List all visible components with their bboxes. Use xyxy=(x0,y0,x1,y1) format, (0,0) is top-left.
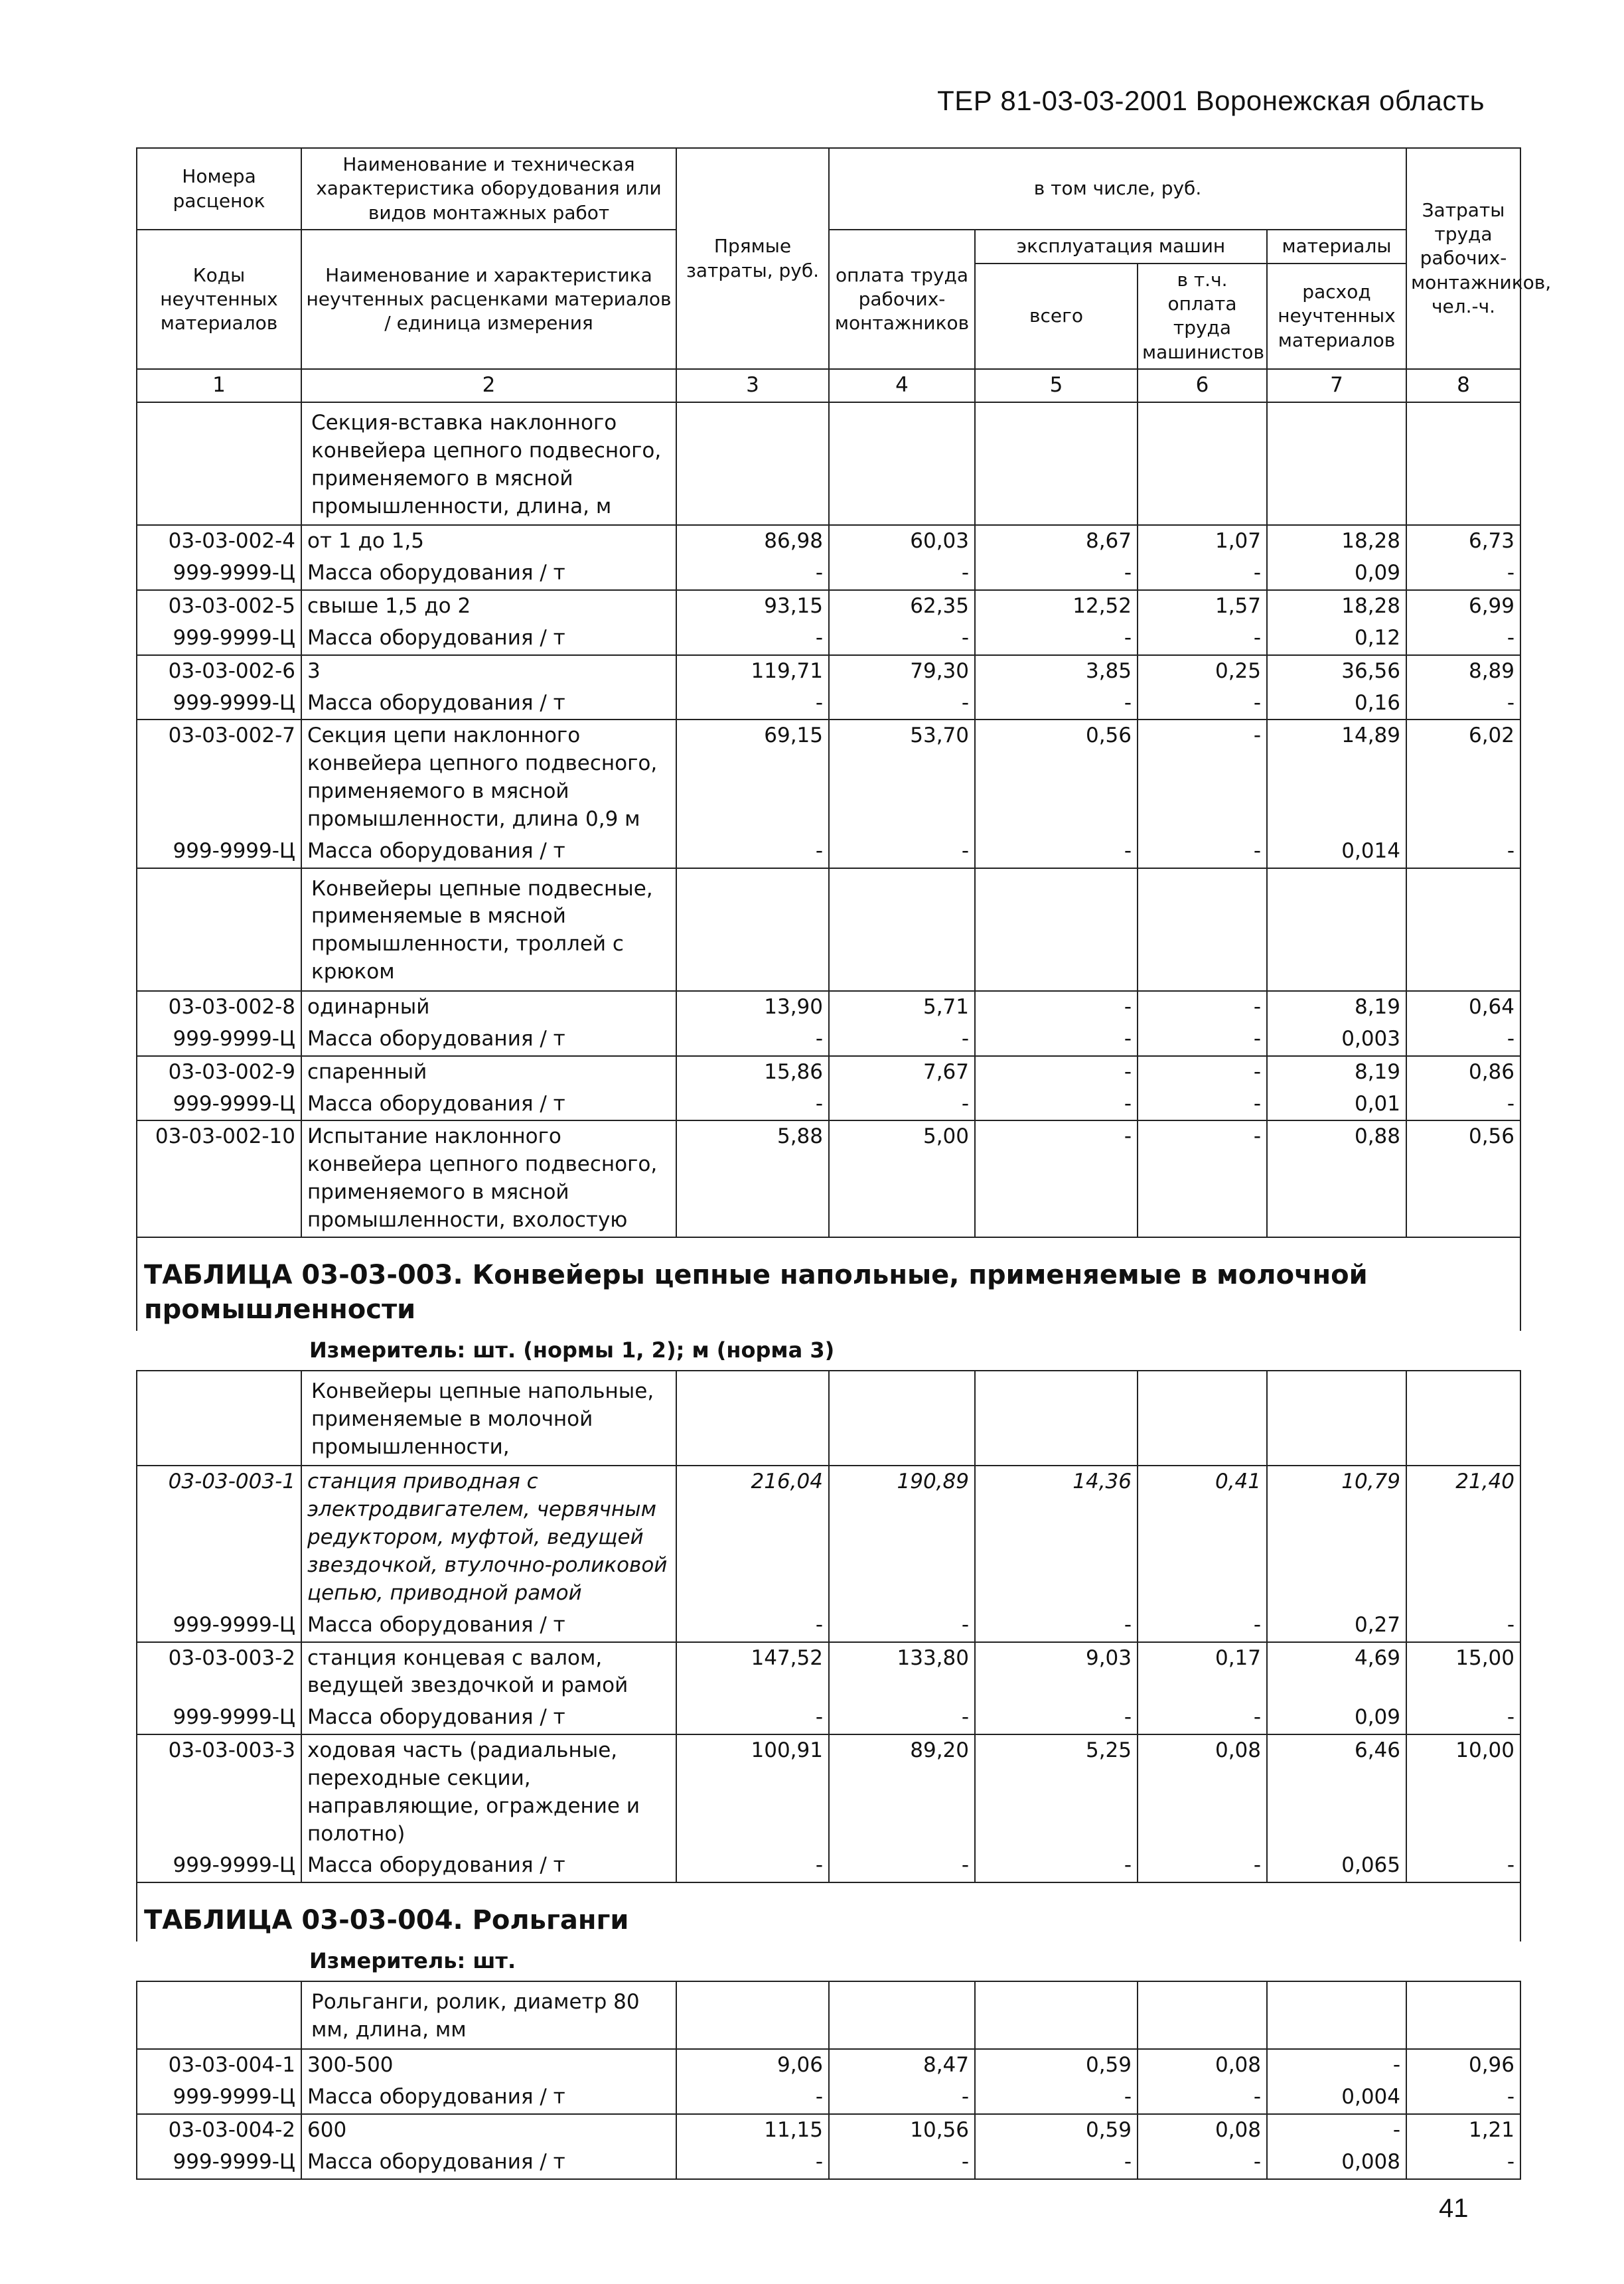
head-materials: материалы xyxy=(1267,230,1406,263)
machines-total: - xyxy=(975,1850,1138,1882)
machines-total: 0,59 xyxy=(975,2114,1138,2147)
empty-cell xyxy=(676,1981,829,2049)
labor-hours: - xyxy=(1406,2147,1520,2179)
empty-cell xyxy=(1267,402,1406,525)
materials-value: 14,89 xyxy=(1267,720,1406,835)
labor-wage: 89,20 xyxy=(829,1734,975,1850)
price-code: 03-03-003-3 xyxy=(137,1734,301,1850)
labor-hours: - xyxy=(1406,1610,1520,1642)
labor-hours: 21,40 xyxy=(1406,1466,1520,1609)
machinist-wage: - xyxy=(1138,1056,1267,1089)
column-numbers-row xyxy=(137,369,1520,402)
machines-total: - xyxy=(975,1702,1138,1734)
machinist-wage: - xyxy=(1138,688,1267,720)
item-name: Масса оборудования / т xyxy=(301,2147,676,2179)
materials-value: 18,28 xyxy=(1267,590,1406,623)
labor-hours: 0,96 xyxy=(1406,2049,1520,2082)
price-code: 03-03-002-7 xyxy=(137,720,301,835)
table-row xyxy=(137,1642,1520,1703)
direct-costs: 100,91 xyxy=(676,1734,829,1850)
labor-hours: 0,56 xyxy=(1406,1120,1520,1237)
materials-value: 0,014 xyxy=(1267,836,1406,868)
head-machines: эксплуатация машин xyxy=(975,230,1267,263)
empty-cell xyxy=(1267,868,1406,991)
material-row xyxy=(137,2082,1520,2114)
direct-costs: 11,15 xyxy=(676,2114,829,2147)
machinist-wage: - xyxy=(1138,1089,1267,1121)
labor-wage: - xyxy=(829,1850,975,1882)
materials-value: 18,28 xyxy=(1267,525,1406,558)
table-row xyxy=(137,1056,1520,1089)
item-name: Масса оборудования / т xyxy=(301,1702,676,1734)
labor-wage: 60,03 xyxy=(829,525,975,558)
direct-costs: - xyxy=(676,836,829,868)
item-name: 600 xyxy=(301,2114,676,2147)
materials-value: 0,003 xyxy=(1267,1024,1406,1056)
materials-value: 0,12 xyxy=(1267,623,1406,655)
empty-cell xyxy=(137,1371,301,1466)
group-title-row xyxy=(137,1981,1520,2049)
materials-value: 6,46 xyxy=(1267,1734,1406,1850)
machinist-wage: - xyxy=(1138,2082,1267,2114)
price-code: 999-9999-Ц xyxy=(137,2082,301,2114)
table-row xyxy=(137,655,1520,688)
item-name: Масса оборудования / т xyxy=(301,688,676,720)
empty-cell xyxy=(829,1371,975,1466)
direct-costs: 15,86 xyxy=(676,1056,829,1089)
group-title: Секция-вставка наклонного конвейера цепного подвесного, применяемого в мясной промышленности, длина, м xyxy=(301,402,676,525)
measure-row xyxy=(137,1331,1520,1371)
machinist-wage: - xyxy=(1138,836,1267,868)
price-code: 03-03-004-1 xyxy=(137,2049,301,2082)
empty-cell xyxy=(1138,1981,1267,2049)
labor-hours: 0,86 xyxy=(1406,1056,1520,1089)
price-code: 03-03-002-10 xyxy=(137,1120,301,1237)
materials-value: 0,27 xyxy=(1267,1610,1406,1642)
item-name: Секция цепи наклонного конвейера цепного подвесного, применяемого в мясной промышленности, длина 0,9 м xyxy=(301,720,676,835)
direct-costs: 9,06 xyxy=(676,2049,829,2082)
table-row xyxy=(137,1120,1520,1237)
labor-hours: - xyxy=(1406,2082,1520,2114)
empty-cell xyxy=(1138,1371,1267,1466)
group-title: Конвейеры цепные подвесные, применяемые в мясной промышленности, троллей с крюком xyxy=(301,868,676,991)
machines-total: 5,25 xyxy=(975,1734,1138,1850)
head-labor-hours: Затраты труда рабочих-монтажников, чел.-ч. xyxy=(1406,148,1520,369)
measure-text: Измеритель: шт. (нормы 1, 2); м (норма 3) xyxy=(309,1337,835,1363)
empty-cell xyxy=(1138,868,1267,991)
measure-label xyxy=(137,1941,1520,1981)
empty-cell xyxy=(676,1371,829,1466)
machinist-wage: - xyxy=(1138,1850,1267,1882)
labor-wage: 133,80 xyxy=(829,1642,975,1703)
column-number: 2 xyxy=(301,369,676,402)
head-materials-consumption: расход неучтенных материалов xyxy=(1267,264,1406,370)
machines-total: - xyxy=(975,558,1138,590)
table-row xyxy=(137,590,1520,623)
empty-cell xyxy=(829,1981,975,2049)
labor-wage: 79,30 xyxy=(829,655,975,688)
labor-hours: 6,02 xyxy=(1406,720,1520,835)
materials-value: 0,88 xyxy=(1267,1120,1406,1237)
material-row xyxy=(137,1089,1520,1121)
group-title-row xyxy=(137,402,1520,525)
machinist-wage: 0,41 xyxy=(1138,1466,1267,1609)
labor-hours: - xyxy=(1406,1089,1520,1121)
materials-value: 0,004 xyxy=(1267,2082,1406,2114)
labor-hours: 10,00 xyxy=(1406,1734,1520,1850)
labor-wage: - xyxy=(829,1024,975,1056)
materials-value: 10,79 xyxy=(1267,1466,1406,1609)
machines-total: 12,52 xyxy=(975,590,1138,623)
empty-cell xyxy=(975,1981,1138,2049)
materials-value: 0,16 xyxy=(1267,688,1406,720)
empty-cell xyxy=(1406,402,1520,525)
empty-cell xyxy=(975,868,1138,991)
head-labor-wage: оплата труда рабочих-монтажников xyxy=(829,230,975,369)
labor-hours: 15,00 xyxy=(1406,1642,1520,1703)
labor-wage: 53,70 xyxy=(829,720,975,835)
head-direct-costs: Прямые затраты, руб. xyxy=(676,148,829,369)
item-name: ходовая часть (радиальные, переходные секции, направляющие, ограждение и полотно) xyxy=(301,1734,676,1850)
price-code: 999-9999-Ц xyxy=(137,1089,301,1121)
machinist-wage: 0,08 xyxy=(1138,1734,1267,1850)
labor-hours: - xyxy=(1406,623,1520,655)
direct-costs: - xyxy=(676,558,829,590)
price-code: 999-9999-Ц xyxy=(137,688,301,720)
item-name: Масса оборудования / т xyxy=(301,623,676,655)
empty-cell xyxy=(137,868,301,991)
direct-costs: 13,90 xyxy=(676,991,829,1024)
price-code: 03-03-002-5 xyxy=(137,590,301,623)
labor-wage: - xyxy=(829,1702,975,1734)
machines-total: - xyxy=(975,836,1138,868)
direct-costs: - xyxy=(676,1850,829,1882)
machinist-wage: - xyxy=(1138,2147,1267,2179)
table-row xyxy=(137,525,1520,558)
labor-hours: - xyxy=(1406,1024,1520,1056)
labor-wage: 7,67 xyxy=(829,1056,975,1089)
direct-costs: 216,04 xyxy=(676,1466,829,1609)
table-row xyxy=(137,1734,1520,1850)
machinist-wage: 0,08 xyxy=(1138,2049,1267,2082)
labor-wage: - xyxy=(829,2147,975,2179)
item-name: спаренный xyxy=(301,1056,676,1089)
material-row xyxy=(137,1702,1520,1734)
labor-wage: 5,71 xyxy=(829,991,975,1024)
machines-total: 3,85 xyxy=(975,655,1138,688)
machines-total: - xyxy=(975,1089,1138,1121)
labor-wage: - xyxy=(829,836,975,868)
direct-costs: - xyxy=(676,1702,829,1734)
materials-value: 0,065 xyxy=(1267,1850,1406,1882)
materials-value: 8,19 xyxy=(1267,1056,1406,1089)
machinist-wage: 1,07 xyxy=(1138,525,1267,558)
labor-wage: - xyxy=(829,1089,975,1121)
labor-wage: - xyxy=(829,688,975,720)
materials-value: 4,69 xyxy=(1267,1642,1406,1703)
head-including: в том числе, руб. xyxy=(829,148,1406,230)
table-row xyxy=(137,991,1520,1024)
measure-text: Измеритель: шт. xyxy=(309,1948,516,1974)
price-code: 03-03-003-1 xyxy=(137,1466,301,1609)
price-code: 03-03-002-9 xyxy=(137,1056,301,1089)
item-name: 300-500 xyxy=(301,2049,676,2082)
empty-cell xyxy=(1138,402,1267,525)
column-number: 7 xyxy=(1267,369,1406,402)
direct-costs: - xyxy=(676,688,829,720)
group-title-row xyxy=(137,1371,1520,1466)
material-row xyxy=(137,1610,1520,1642)
column-number: 6 xyxy=(1138,369,1267,402)
item-name: Масса оборудования / т xyxy=(301,836,676,868)
materials-value: 0,01 xyxy=(1267,1089,1406,1121)
empty-cell xyxy=(829,868,975,991)
price-code: 999-9999-Ц xyxy=(137,1850,301,1882)
group-title: Рольганги, ролик, диаметр 80 мм, длина, мм xyxy=(301,1981,676,2049)
direct-costs: 5,88 xyxy=(676,1120,829,1237)
material-row xyxy=(137,1024,1520,1056)
section-title: ТАБЛИЦА 03-03-004. Рольганги xyxy=(137,1882,1520,1941)
direct-costs: - xyxy=(676,2082,829,2114)
empty-cell xyxy=(676,402,829,525)
section-title: ТАБЛИЦА 03-03-003. Конвейеры цепные напольные, применяемые в молочной промышленности xyxy=(137,1237,1520,1331)
item-name: 3 xyxy=(301,655,676,688)
head-machines-total: всего xyxy=(975,264,1138,370)
labor-wage: 190,89 xyxy=(829,1466,975,1609)
empty-cell xyxy=(975,402,1138,525)
labor-hours: - xyxy=(1406,558,1520,590)
item-name: одинарный xyxy=(301,991,676,1024)
machines-total: - xyxy=(975,2147,1138,2179)
labor-wage: 5,00 xyxy=(829,1120,975,1237)
direct-costs: 93,15 xyxy=(676,590,829,623)
column-number: 5 xyxy=(975,369,1138,402)
labor-hours: - xyxy=(1406,1702,1520,1734)
direct-costs: 86,98 xyxy=(676,525,829,558)
machinist-wage: 0,08 xyxy=(1138,2114,1267,2147)
head-codes-bottom: Коды неучтенных материалов xyxy=(137,230,301,369)
machines-total: - xyxy=(975,1120,1138,1237)
section-title-row xyxy=(137,1882,1520,1941)
price-code: 03-03-002-6 xyxy=(137,655,301,688)
labor-hours: - xyxy=(1406,836,1520,868)
direct-costs: - xyxy=(676,1089,829,1121)
material-row xyxy=(137,836,1520,868)
head-name-top: Наименование и техническая характеристика оборудования или видов монтажных работ xyxy=(301,148,676,230)
direct-costs: - xyxy=(676,2147,829,2179)
empty-cell xyxy=(1406,868,1520,991)
machinist-wage: - xyxy=(1138,623,1267,655)
table-row xyxy=(137,2114,1520,2147)
table-row xyxy=(137,2049,1520,2082)
direct-costs: 147,52 xyxy=(676,1642,829,1703)
table-row xyxy=(137,1466,1520,1609)
group-title: Конвейеры цепные напольные, применяемые в молочной промышленности, xyxy=(301,1371,676,1466)
measure-label xyxy=(137,1331,1520,1371)
machinist-wage: - xyxy=(1138,558,1267,590)
materials-value: - xyxy=(1267,2049,1406,2082)
price-code: 03-03-002-4 xyxy=(137,525,301,558)
empty-cell xyxy=(676,868,829,991)
price-code: 03-03-004-2 xyxy=(137,2114,301,2147)
table-row xyxy=(137,720,1520,835)
direct-costs: - xyxy=(676,1610,829,1642)
machines-total: - xyxy=(975,1610,1138,1642)
column-number: 4 xyxy=(829,369,975,402)
material-row xyxy=(137,558,1520,590)
empty-cell xyxy=(1406,1981,1520,2049)
materials-value: - xyxy=(1267,2114,1406,2147)
labor-hours: - xyxy=(1406,688,1520,720)
labor-hours: 6,73 xyxy=(1406,525,1520,558)
page-number: 41 xyxy=(1439,2194,1469,2223)
item-name: Масса оборудования / т xyxy=(301,1610,676,1642)
machines-total: - xyxy=(975,1024,1138,1056)
labor-wage: 10,56 xyxy=(829,2114,975,2147)
document-header: ТЕР 81-03-03-2001 Воронежская область xyxy=(937,85,1485,116)
machines-total: - xyxy=(975,688,1138,720)
machines-total: 9,03 xyxy=(975,1642,1138,1703)
labor-hours: 8,89 xyxy=(1406,655,1520,688)
head-codes-top: Номера расценок xyxy=(137,148,301,230)
column-number: 3 xyxy=(676,369,829,402)
table-head xyxy=(137,148,1552,369)
price-code: 999-9999-Ц xyxy=(137,623,301,655)
head-machinist-wage: в т.ч. оплата труда машинистов xyxy=(1138,264,1267,370)
materials-value: 0,008 xyxy=(1267,2147,1406,2179)
machinist-wage: 0,25 xyxy=(1138,655,1267,688)
price-table xyxy=(136,147,1552,2180)
machinist-wage: - xyxy=(1138,991,1267,1024)
item-name: Масса оборудования / т xyxy=(301,1850,676,1882)
machines-total: 0,56 xyxy=(975,720,1138,835)
price-code: 999-9999-Ц xyxy=(137,1702,301,1734)
material-row xyxy=(137,688,1520,720)
materials-value: 0,09 xyxy=(1267,1702,1406,1734)
labor-wage: - xyxy=(829,1610,975,1642)
machinist-wage: - xyxy=(1138,1702,1267,1734)
machines-total: - xyxy=(975,1056,1138,1089)
labor-wage: - xyxy=(829,558,975,590)
price-code: 999-9999-Ц xyxy=(137,1610,301,1642)
item-name: Масса оборудования / т xyxy=(301,1089,676,1121)
item-name: Масса оборудования / т xyxy=(301,1024,676,1056)
item-name: станция приводная с электродвигателем, червячным редуктором, муфтой, ведущей звездочкой, втулочно-роликовой цепью, приводной рамой xyxy=(301,1466,676,1609)
machinist-wage: - xyxy=(1138,1610,1267,1642)
machines-total: 14,36 xyxy=(975,1466,1138,1609)
empty-cell xyxy=(1406,1371,1520,1466)
item-name: от 1 до 1,5 xyxy=(301,525,676,558)
material-row xyxy=(137,1850,1520,1882)
labor-wage: - xyxy=(829,623,975,655)
group-title-row xyxy=(137,868,1520,991)
materials-value: 8,19 xyxy=(1267,991,1406,1024)
material-row xyxy=(137,2147,1520,2179)
direct-costs: 119,71 xyxy=(676,655,829,688)
direct-costs: 69,15 xyxy=(676,720,829,835)
machines-total: - xyxy=(975,2082,1138,2114)
empty-cell xyxy=(829,402,975,525)
machines-total: 0,59 xyxy=(975,2049,1138,2082)
item-name: Масса оборудования / т xyxy=(301,2082,676,2114)
labor-wage: 62,35 xyxy=(829,590,975,623)
machines-total: - xyxy=(975,991,1138,1024)
labor-hours: - xyxy=(1406,1850,1520,1882)
labor-hours: 0,64 xyxy=(1406,991,1520,1024)
price-code: 03-03-002-8 xyxy=(137,991,301,1024)
price-code: 999-9999-Ц xyxy=(137,1024,301,1056)
item-name: станция концевая с валом, ведущей звездочкой и рамой xyxy=(301,1642,676,1703)
labor-hours: 1,21 xyxy=(1406,2114,1520,2147)
item-name: Масса оборудования / т xyxy=(301,558,676,590)
column-number: 1 xyxy=(137,369,301,402)
machines-total: 8,67 xyxy=(975,525,1138,558)
machines-total: - xyxy=(975,623,1138,655)
material-row xyxy=(137,623,1520,655)
price-code: 999-9999-Ц xyxy=(137,558,301,590)
machinist-wage: - xyxy=(1138,720,1267,835)
empty-cell xyxy=(137,402,301,525)
machinist-wage: 1,57 xyxy=(1138,590,1267,623)
price-code: 999-9999-Ц xyxy=(137,836,301,868)
direct-costs: - xyxy=(676,623,829,655)
materials-value: 0,09 xyxy=(1267,558,1406,590)
section-title-row xyxy=(137,1237,1520,1331)
price-code: 999-9999-Ц xyxy=(137,2147,301,2179)
head-name-bottom: Наименование и характеристика неучтенных расценками материалов / единица измерения xyxy=(301,230,676,369)
item-name: Испытание наклонного конвейера цепного подвесного, применяемого в мясной промышленности, вхолостую xyxy=(301,1120,676,1237)
measure-row xyxy=(137,1941,1520,1981)
machinist-wage: 0,17 xyxy=(1138,1642,1267,1703)
labor-wage: - xyxy=(829,2082,975,2114)
materials-value: 36,56 xyxy=(1267,655,1406,688)
empty-cell xyxy=(1267,1981,1406,2049)
price-code: 03-03-003-2 xyxy=(137,1642,301,1703)
direct-costs: - xyxy=(676,1024,829,1056)
item-name: свыше 1,5 до 2 xyxy=(301,590,676,623)
empty-cell xyxy=(975,1371,1138,1466)
column-number: 8 xyxy=(1406,369,1520,402)
labor-wage: 8,47 xyxy=(829,2049,975,2082)
empty-cell xyxy=(1267,1371,1406,1466)
empty-cell xyxy=(137,1981,301,2049)
machinist-wage: - xyxy=(1138,1024,1267,1056)
table-body xyxy=(137,369,1520,2178)
labor-hours: 6,99 xyxy=(1406,590,1520,623)
machinist-wage: - xyxy=(1138,1120,1267,1237)
